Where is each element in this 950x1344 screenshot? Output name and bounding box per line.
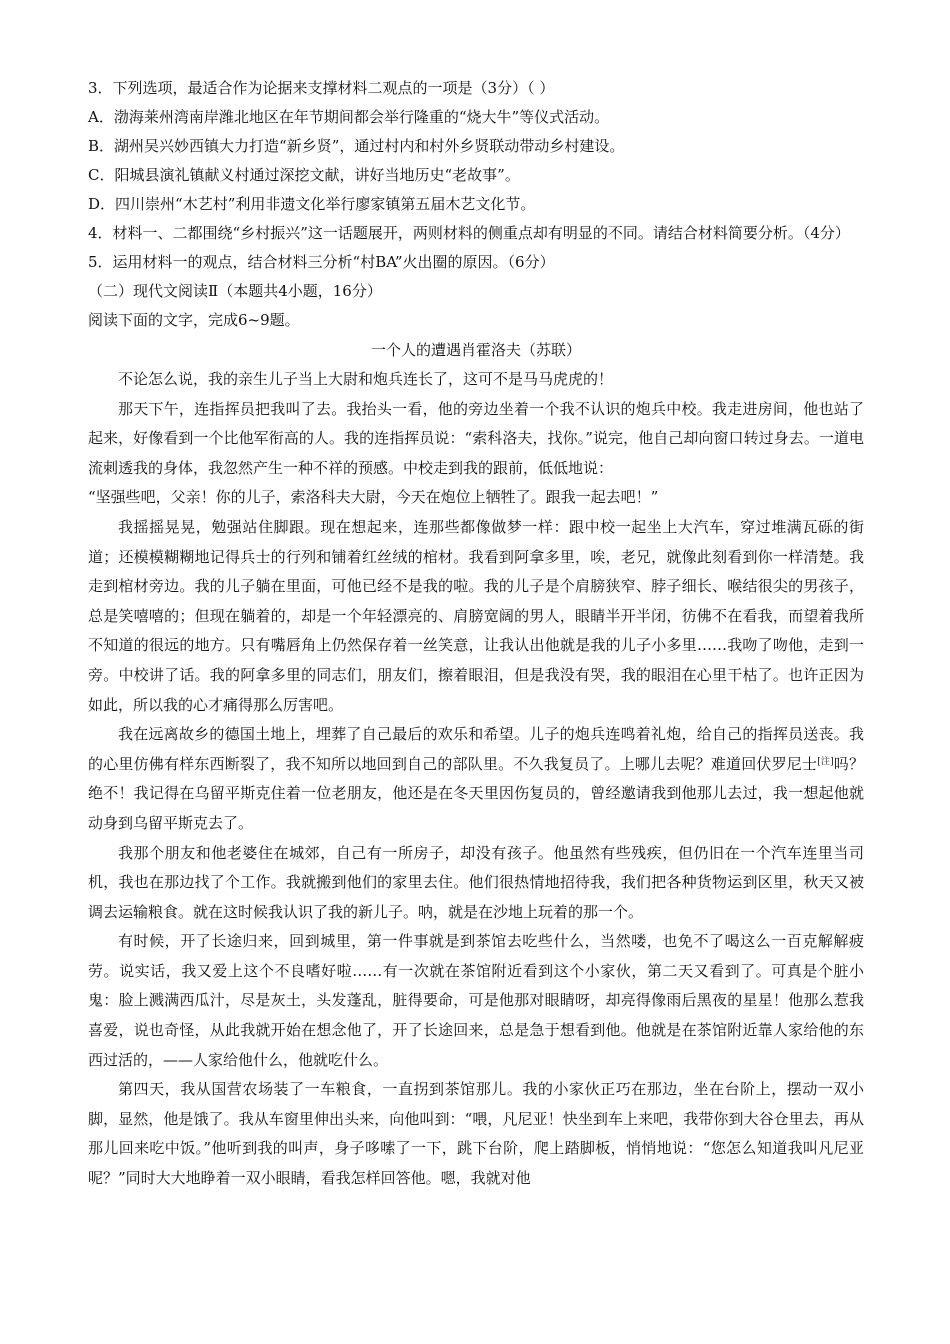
question-3-stem: 3．下列选项，最适合作为论据来支撑材料二观点的一项是（3分）（ ）: [88, 79, 555, 97]
section-heading: （二）现代文阅读Ⅱ（本题共4小题，16分）: [88, 282, 382, 300]
story-paragraph-4: 我摇摇晃晃，勉强站住脚跟。现在想起来，连那些都像做梦一样：跟中校一起坐上大汽车，穿过堆满瓦砾的街道；还模模糊糊地记得兵士的行列和铺着红丝绒的棺材。我看到阿拿多里，唉，老兄，就像此刻看到你一样清楚。我走到棺材旁边。我的儿子躺在里面，可他已经不是我的啦。我的儿子是个肩膀狭窄、脖子细长、喉结很尖的男孩子，总是笑嘻嘻的；但现在躺着的，却是一个年轻漂亮的、肩膀宽阔的男人，眼睛半开半闭，彷佛不在看我，而望着我所不知道的很远的地方。只有嘴唇角上仍然保存着一丝笑意，让我认出他就是我的儿子小多里……我吻了吻他，走到一旁。中校讲了话。我的阿拿多里的同志们，朋友们，擦着眼泪，但是我没有哭，我的眼泪在心里干枯了。也许正因为如此，所以我的心才痛得那么厉害吧。: [88, 517, 864, 714]
story-paragraph-5-part-1: 我在远离故乡的德国土地上，埋葬了自己最后的欢乐和希望。儿子的炮兵连鸣着礼炮，给自己的指挥员送丧。我的心里仿佛有样东西断裂了，我不知所以地回到自己的部队里。不久我复员了。上哪儿去呢？难道回伏罗尼士: [88, 725, 864, 773]
story-paragraph-8: 第四天，我从国营农场装了一车粮食，一直拐到茶馆那儿。我的小家伙正巧在那边，坐在台阶上，摆动一双小脚，显然，他是饿了。我从车窗里伸出头来，向他叫到：“喂，凡尼亚！快坐到车上来吧，我带你到大谷仓里去，再从那儿回来吃中饭。”他听到我的叫声，身子哆嗦了一下，跳下台阶，爬上踏脚板，悄悄地说：“您怎么知道我叫凡尼亚呢？”同时大大地睁着一双小眼睛，看我怎样回答他。嗯，我就对他: [88, 1080, 864, 1188]
question-3-option-d: D．四川崇州“木艺村”利用非遗文化举行廖家镇第五届木艺文化节。: [88, 195, 536, 213]
story-paragraph-3: “坚强些吧，父亲！你的儿子，索洛科夫大尉，今天在炮位上牺牲了。跟我一起去吧！”: [88, 488, 659, 507]
story-paragraph-1: 不论怎么说，我的亲生儿子当上大尉和炮兵连长了，这可不是马马虎虎的！: [118, 370, 614, 388]
question-3-option-c: C．阳城县演礼镇献义村通过深挖文献，讲好当地历史“老故事”。: [88, 166, 520, 184]
story-title: 一个人的遭遇肖霍洛夫（苏联）: [370, 341, 581, 359]
story-paragraph-2: 那天下午，连指挥员把我叫了去。我抬头一看，他的旁边坐着一个我不认识的炮兵中校。我走进房间，他也站了起来，好像看到一个比他军衔高的人。我的连指挥员说：“索科洛夫，找你。”说完，他自己却向窗口转过身去。一道电流刺透我的身体，我忽然产生一种不祥的预感。中校走到我的跟前，低低地说：: [88, 399, 864, 477]
section-instruction: 阅读下面的文字，完成6~9题。: [88, 311, 300, 329]
story-paragraph-5: [88, 720, 864, 838]
story-paragraph-5-part-2: 吗？绝不！我记得在乌留平斯克住着一位老朋友，他还是在冬天里因伤复员的，曾经邀请我到他那儿去过，我一想起他就动身到乌留平斯克去了。: [88, 754, 864, 832]
question-5: 5．运用材料一的观点，结合材料三分析“村BA”火出圈的原因。（6分）: [88, 253, 555, 271]
question-4: 4．材料一、二都围绕“乡村振兴”这一话题展开，两则材料的侧重点却有明显的不同。请结合材料简要分析。（4分）: [88, 224, 850, 242]
question-3-option-a: A．渤海莱州湾南岸潍北地区在年节期间都会举行隆重的“烧大牛”等仪式活动。: [88, 108, 610, 126]
story-paragraph-7: 有时候，开了长途归来，回到城里，第一件事就是到茶馆去吃些什么，当然喽，也免不了喝这么一百克解解疲劳。说实话，我又爱上这个不良嗜好啦……有一次就在茶馆附近看到这个小家伙，第二天又看到了。可真是个脏小鬼：脸上溅满西瓜汁，尽是灰土，头发蓬乱，脏得要命，可是他那对眼睛呀，却亮得像雨后黑夜的星星！他那么惹我喜爱，说也奇怪，从此我就开始在想念他了，开了长途回来，总是急于想看到他。他就是在茶馆附近靠人家给他的东西过活的，——人家给他什么，他就吃什么。: [88, 932, 864, 1069]
footnote-marker: [注]: [817, 756, 834, 767]
exam-page: [88, 74, 864, 1194]
question-3-option-b: B．湖州吴兴妙西镇大力打造“新乡贤”，通过村内和村外乡贤联动带动乡村建设。: [88, 137, 625, 155]
story-paragraph-6: 我那个朋友和他老婆住在城郊，自己有一所房子，却没有孩子。他虽然有些残疾，但仍旧在一个汽车连里当司机，我也在那边找了个工作。我就搬到他们的家里去住。他们很热情地招待我，我们把各种货物运到区里，秋天又被调去运输粮食。就在这时候我认识了我的新儿子。呐，就是在沙地上玩着的那一个。: [88, 843, 864, 921]
